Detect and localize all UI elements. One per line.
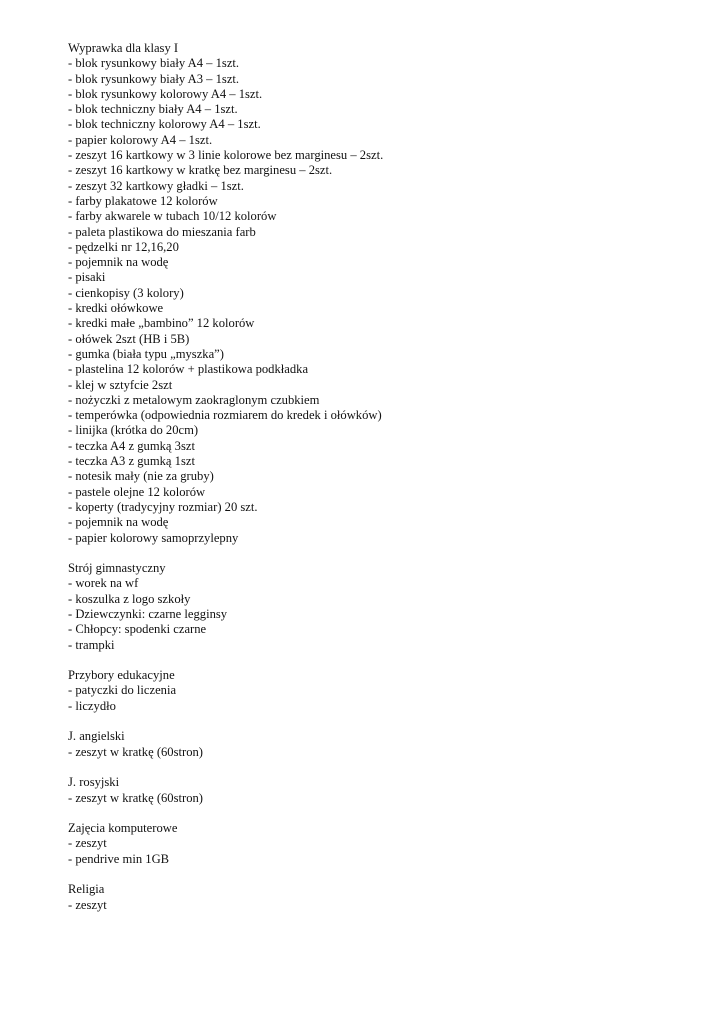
section-heading: Strój gimnastyczny (68, 561, 166, 576)
item-list (68, 683, 708, 714)
list-item: - pastele olejne 12 kolorów (68, 484, 206, 499)
list-item: - worek na wf (68, 576, 139, 591)
list-item: - zeszyt 16 kartkowy w 3 linie kolorowe bez marginesu – 2szt. (68, 148, 384, 163)
list-item: - trampki (68, 637, 115, 652)
list-item: - zeszyt w kratkę (60stron) (68, 744, 203, 759)
list-item: - notesik mały (nie za gruby) (68, 469, 214, 484)
section-stroj-gimnastyczny (68, 561, 708, 653)
list-item: - blok rysunkowy biały A3 – 1szt. (68, 71, 240, 86)
item-list (68, 836, 708, 867)
list-item: - temperówka (odpowiednia rozmiarem do kredek i ołówków) (68, 408, 382, 423)
list-item: - koszulka z logo szkoły (68, 591, 191, 606)
list-item: - blok rysunkowy biały A4 – 1szt. (68, 56, 240, 71)
list-item: - teczka A4 z gumką 3szt (68, 438, 195, 453)
list-item: - kredki małe „bambino” 12 kolorów (68, 316, 255, 331)
list-item: - farby plakatowe 12 kolorów (68, 193, 218, 208)
list-item: - pojemnik na wodę (68, 515, 169, 530)
section-heading: Przybory edukacyjne (68, 668, 175, 683)
section-j-angielski (68, 729, 708, 760)
list-item: - Dziewczynki: czarne legginsy (68, 606, 228, 621)
section-heading: Religia (68, 882, 105, 897)
list-item: - blok rysunkowy kolorowy A4 – 1szt. (68, 86, 263, 101)
document-page (68, 41, 708, 913)
list-item: - patyczki do liczenia (68, 683, 177, 698)
item-list (68, 745, 708, 760)
item-list (68, 898, 708, 913)
item-list (68, 576, 708, 652)
list-item: - teczka A3 z gumką 1szt (68, 454, 195, 469)
title-block (68, 41, 708, 56)
list-item: - papier kolorowy A4 – 1szt. (68, 132, 213, 147)
list-item: - zeszyt 16 kartkowy w kratkę bez marginesu – 2szt. (68, 163, 333, 178)
list-item: - zeszyt 32 kartkowy gładki – 1szt. (68, 178, 244, 193)
list-item: - kredki ołówkowe (68, 301, 164, 316)
list-item: - pisaki (68, 270, 106, 285)
list-item: - zeszyt w kratkę (60stron) (68, 790, 203, 805)
list-item: - klej w sztyfcie 2szt (68, 377, 173, 392)
document-sections (68, 56, 708, 913)
list-item: - zeszyt (68, 836, 107, 851)
list-item: - paleta plastikowa do mieszania farb (68, 224, 256, 239)
list-item: - koperty (tradycyjny rozmiar) 20 szt. (68, 499, 258, 514)
section-religia (68, 882, 708, 913)
list-item: - cienkopisy (3 kolory) (68, 285, 184, 300)
list-item: - linijka (krótka do 20cm) (68, 423, 199, 438)
item-list (68, 791, 708, 806)
section-zajecia-komputerowe (68, 821, 708, 867)
section-heading: J. rosyjski (68, 775, 120, 790)
list-item: - zeszyt (68, 897, 107, 912)
section-heading: Zajęcia komputerowe (68, 821, 178, 836)
item-list (68, 56, 708, 546)
list-item: - blok techniczny biały A4 – 1szt. (68, 102, 238, 117)
list-item: - liczydło (68, 698, 116, 713)
list-item: - Chłopcy: spodenki czarne (68, 622, 207, 637)
section-supplies (68, 56, 708, 546)
list-item: - farby akwarele w tubach 10/12 kolorów (68, 209, 277, 224)
list-item: - plastelina 12 kolorów + plastikowa podkładka (68, 362, 309, 377)
list-item: - papier kolorowy samoprzylepny (68, 530, 239, 545)
list-item: - gumka (biała typu „myszka”) (68, 346, 224, 361)
list-item: - ołówek 2szt (HB i 5B) (68, 331, 190, 346)
section-przybory-edukacyjne (68, 668, 708, 714)
document-title: Wyprawka dla klasy I (68, 41, 179, 55)
section-heading: J. angielski (68, 729, 125, 744)
list-item: - pendrive min 1GB (68, 851, 170, 866)
list-item: - pędzelki nr 12,16,20 (68, 239, 179, 254)
list-item: - blok techniczny kolorowy A4 – 1szt. (68, 117, 261, 132)
list-item: - nożyczki z metalowym zaokraglonym czubkiem (68, 392, 320, 407)
list-item: - pojemnik na wodę (68, 255, 169, 270)
section-j-rosyjski (68, 775, 708, 806)
